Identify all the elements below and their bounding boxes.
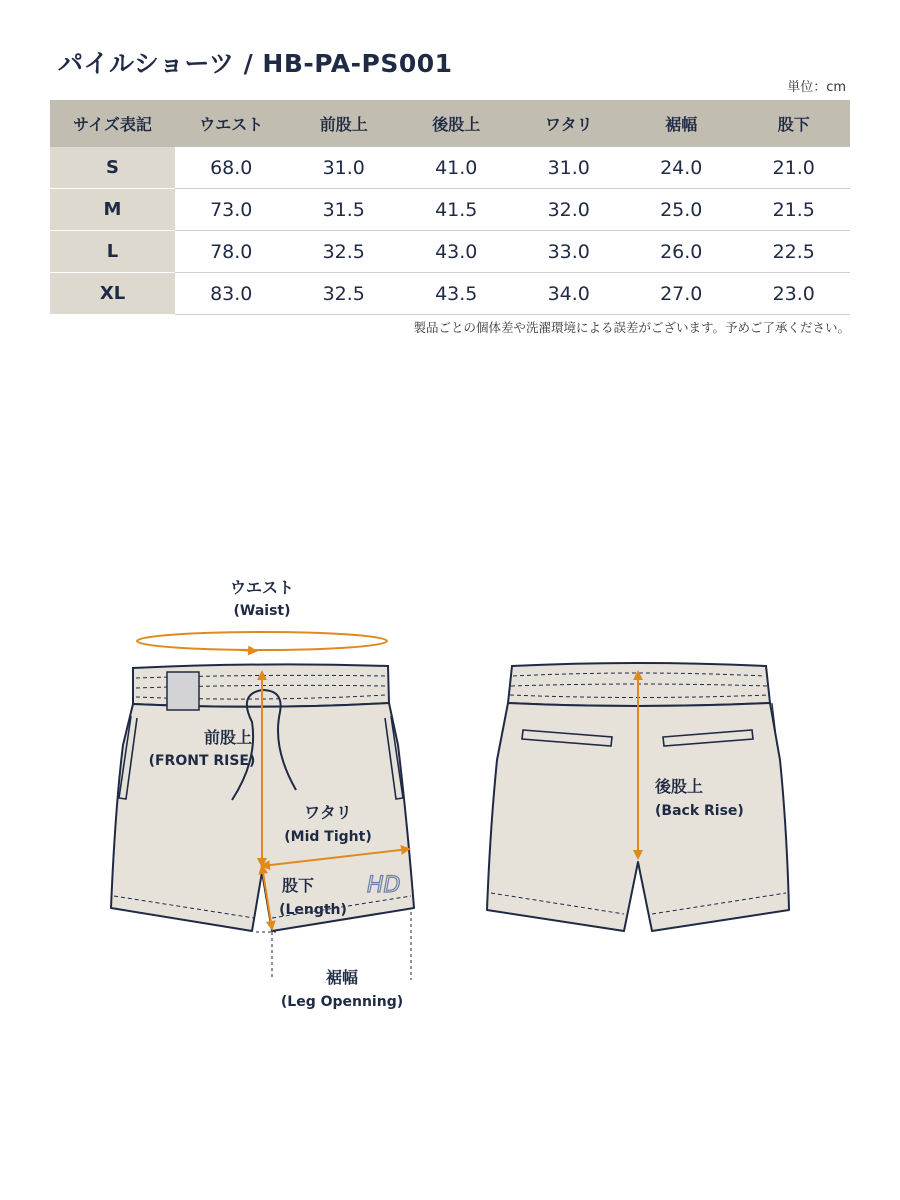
table-row xyxy=(50,189,850,231)
size-label-cell: M xyxy=(50,189,175,231)
waist-measure-ellipse xyxy=(137,632,387,650)
size-table xyxy=(50,100,850,315)
length-label-en: (Length) xyxy=(279,902,347,918)
table-cell: 33.0 xyxy=(513,231,626,273)
table-header-cell: 股下 xyxy=(738,100,851,147)
table-cell: 31.0 xyxy=(513,147,626,189)
table-header-cell: サイズ表記 xyxy=(50,100,175,147)
unit-label: 単位：cm xyxy=(787,80,846,95)
brand-logo: HD xyxy=(367,873,401,898)
table-header-cell: 裾幅 xyxy=(625,100,738,147)
table-cell: 41.5 xyxy=(400,189,513,231)
table-header-row xyxy=(50,100,850,147)
table-cell: 78.0 xyxy=(175,231,288,273)
table-cell: 26.0 xyxy=(625,231,738,273)
measurement-diagram xyxy=(0,560,900,1020)
table-cell: 25.0 xyxy=(625,189,738,231)
table-cell: 27.0 xyxy=(625,273,738,315)
size-label-cell: L xyxy=(50,231,175,273)
table-cell: 73.0 xyxy=(175,189,288,231)
size-label-cell: S xyxy=(50,147,175,189)
table-cell: 43.5 xyxy=(400,273,513,315)
table-cell: 21.5 xyxy=(738,189,851,231)
table-cell: 21.0 xyxy=(738,147,851,189)
table-cell: 32.5 xyxy=(288,231,401,273)
page-title: パイルショーツ / HB-PA-PS001 xyxy=(58,49,453,78)
table-row xyxy=(50,231,850,273)
size-label-cell: XL xyxy=(50,273,175,315)
mid-thigh-label-jp: ワタリ xyxy=(304,803,352,822)
table-cell: 34.0 xyxy=(513,273,626,315)
table-header-cell: 前股上 xyxy=(288,100,401,147)
table-cell: 31.0 xyxy=(288,147,401,189)
mid-thigh-label-en: (Mid Tight) xyxy=(284,829,372,845)
length-label-jp: 股下 xyxy=(281,876,315,895)
leg-opening-label-jp: 裾幅 xyxy=(325,968,359,987)
table-cell: 41.0 xyxy=(400,147,513,189)
waist-label-jp: ウエスト xyxy=(229,578,295,597)
brand-label-patch xyxy=(167,672,199,710)
back-rise-label-en: (Back Rise) xyxy=(655,803,744,819)
front-rise-label-jp: 前股上 xyxy=(203,728,253,747)
table-header-cell: 後股上 xyxy=(400,100,513,147)
table-cell: 31.5 xyxy=(288,189,401,231)
table-row xyxy=(50,147,850,189)
waist-label-en: (Waist) xyxy=(233,603,291,619)
front-rise-label-en: (FRONT RISE) xyxy=(148,753,256,769)
disclaimer-note: 製品ごとの個体差や洗濯環境による誤差がございます。予めご了承ください。 xyxy=(413,320,850,335)
table-header-cell: ウエスト xyxy=(175,100,288,147)
table-cell: 24.0 xyxy=(625,147,738,189)
table-cell: 32.0 xyxy=(513,189,626,231)
table-cell: 83.0 xyxy=(175,273,288,315)
table-cell: 22.5 xyxy=(738,231,851,273)
table-cell: 43.0 xyxy=(400,231,513,273)
back-rise-label-jp: 後股上 xyxy=(655,777,704,796)
table-cell: 23.0 xyxy=(738,273,851,315)
table-cell: 68.0 xyxy=(175,147,288,189)
table-row xyxy=(50,273,850,315)
table-cell: 32.5 xyxy=(288,273,401,315)
table-header-cell: ワタリ xyxy=(513,100,626,147)
leg-opening-label-en: (Leg Openning) xyxy=(280,994,404,1010)
